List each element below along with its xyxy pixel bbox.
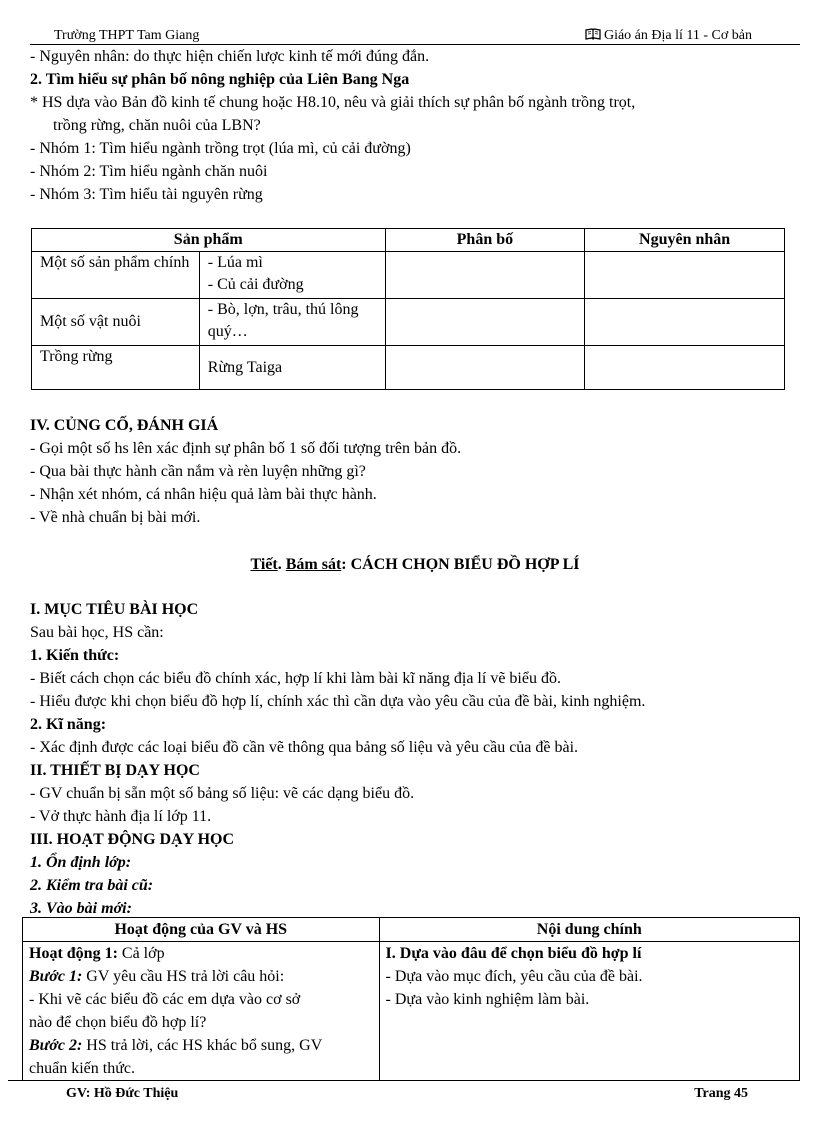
activity-step: 3. Vào bài mới:	[30, 900, 132, 917]
question-line: nào để chọn biểu đồ hợp lí?	[29, 1014, 207, 1031]
content-heading: I. Dựa vào đâu để chọn biểu đồ hợp lí	[385, 945, 642, 962]
step-2-text: HS trả lời, các HS khác bổ sung, GV	[82, 1037, 323, 1054]
book-icon	[585, 28, 601, 40]
table-row	[32, 299, 785, 346]
step-1-label: Bước 1:	[29, 968, 83, 985]
question-line: - Khi vẽ các biểu đồ các em dựa vào cơ sở	[29, 991, 301, 1008]
agriculture-table	[31, 228, 785, 390]
col-header-distribution: Phân bố	[385, 229, 585, 252]
col-header-product: Sản phẩm	[32, 229, 386, 252]
row-reason	[585, 252, 785, 299]
table-header-row	[32, 229, 785, 252]
review-item: - Nhận xét nhóm, cá nhân hiệu quả làm bài thực hành.	[30, 486, 377, 503]
activity-text: Cả lớp	[117, 945, 165, 962]
review-item: - Qua bài thực hành cần nắm và rèn luyện những gì?	[30, 463, 366, 480]
review-item: - Gọi một số hs lên xác định sự phân bố 1 số đối tượng trên bản đồ.	[30, 440, 462, 457]
row-category: Trồng rừng	[32, 346, 200, 390]
row-category: Một số vật nuôi	[32, 299, 200, 346]
activity-step: 1. Ổn định lớp:	[30, 854, 132, 871]
row-item: - Bò, lợn, trâu, thú lông quý…	[199, 299, 385, 346]
row-reason	[585, 346, 785, 390]
activity-cell	[23, 942, 380, 1081]
row-reason	[585, 299, 785, 346]
task-line-continued: trồng rừng, chăn nuôi của LBN?	[53, 117, 261, 134]
page-body	[30, 45, 800, 206]
page-number: Trang 45	[694, 1086, 748, 1101]
knowledge-heading: 1. Kiến thức:	[30, 647, 120, 664]
activity-step: 2. Kiểm tra bài cũ:	[30, 877, 154, 894]
row-distribution	[385, 346, 585, 390]
page-header	[30, 26, 800, 45]
table-row	[32, 346, 785, 390]
col-header-content: Nội dung chính	[379, 918, 799, 942]
knowledge-item: - Biết cách chọn các biểu đồ chính xác, hợp lí khi làm bài kĩ năng địa lí vẽ biểu đồ.	[30, 670, 561, 687]
content-cell	[379, 942, 799, 1081]
content-item: - Dựa vào kinh nghiệm làm bài.	[385, 991, 590, 1008]
section-heading-agriculture: 2. Tìm hiểu sự phân bố nông nghiệp của Liên Bang Nga	[30, 71, 410, 88]
row-distribution	[385, 252, 585, 299]
review-section	[30, 414, 800, 529]
lesson-label-period: Tiết	[250, 556, 278, 573]
review-item: - Về nhà chuẩn bị bài mới.	[30, 509, 201, 526]
col-header-reason: Nguyên nhân	[585, 229, 785, 252]
section-heading-activities: III. HOẠT ĐỘNG DẠY HỌC	[30, 831, 235, 848]
activity-label: Hoạt động 1:	[29, 945, 118, 962]
knowledge-item: - Hiểu được khi chọn biểu đồ hợp lí, chính xác thì cần dựa vào yêu cầu của đề bài, kinh nghiệm.	[30, 693, 646, 710]
group-1-line: - Nhóm 1: Tìm hiểu ngành trồng trọt (lúa mì, củ cải đường)	[30, 140, 411, 157]
document-title-text: Giáo án Địa lí 11 - Cơ bản	[603, 28, 752, 43]
section-heading-objectives: I. MỤC TIÊU BÀI HỌC	[30, 601, 199, 618]
group-2-line: - Nhóm 2: Tìm hiểu ngành chăn nuôi	[30, 163, 268, 180]
cause-line: - Nguyên nhân: do thực hiện chiến lược kinh tế mới đúng đắn.	[30, 48, 430, 65]
group-3-line: - Nhóm 3: Tìm hiểu tài nguyên rừng	[30, 186, 263, 203]
equipment-item: - Vở thực hành địa lí lớp 11.	[30, 808, 212, 825]
row-items	[199, 252, 385, 299]
skills-item: - Xác định được các loại biểu đồ cần vẽ thông qua bảng số liệu và yêu cầu của đề bài.	[30, 739, 579, 756]
step-2-text-continued: chuẩn kiến thức.	[29, 1060, 135, 1077]
task-line: * HS dựa vào Bản đồ kinh tế chung hoặc H8.10, nêu và giải thích sự phân bố ngành trồng trọt,	[30, 94, 636, 111]
row-item: Rừng Taiga	[199, 346, 385, 390]
lesson-title: Tiết. Bám sát: CÁCH CHỌN BIỂU ĐỒ HỢP LÍ	[250, 556, 580, 573]
activities-table	[22, 917, 800, 1081]
row-category: Một số sản phẩm chính	[32, 252, 200, 299]
row-item: - Lúa mì	[207, 254, 263, 271]
row-distribution	[385, 299, 585, 346]
row-item: - Củ cải đường	[207, 276, 304, 293]
col-header-activities: Hoạt động của GV và HS	[23, 918, 380, 942]
table-row	[23, 942, 800, 1081]
section-heading-equipment: II. THIẾT BỊ DẠY HỌC	[30, 762, 200, 779]
step-1-text: GV yêu cầu HS trả lời câu hỏi:	[82, 968, 285, 985]
lesson-name: CÁCH CHỌN BIỂU ĐỒ HỢP LÍ	[350, 556, 580, 573]
table-header-row	[23, 918, 800, 942]
content-item: - Dựa vào mục đích, yêu cầu của đề bài.	[385, 968, 643, 985]
page-footer	[8, 1080, 800, 1109]
skills-heading: 2. Kĩ năng:	[30, 716, 107, 733]
section-heading-review: IV. CỦNG CỐ, ĐÁNH GIÁ	[30, 417, 219, 434]
school-name: Trường THPT Tam Giang	[54, 28, 200, 43]
equipment-item: - GV chuẩn bị sẵn một số bảng số liệu: vẽ các dạng biểu đồ.	[30, 785, 415, 802]
table-row	[32, 252, 785, 299]
teacher-name: GV: Hồ Đức Thiệu	[66, 1086, 179, 1101]
lesson-label-followup: Bám sát	[285, 556, 342, 573]
lesson-body	[30, 598, 800, 920]
objectives-intro: Sau bài học, HS cần:	[30, 624, 164, 641]
document-title	[585, 28, 752, 44]
step-2-label: Bước 2:	[29, 1037, 83, 1054]
